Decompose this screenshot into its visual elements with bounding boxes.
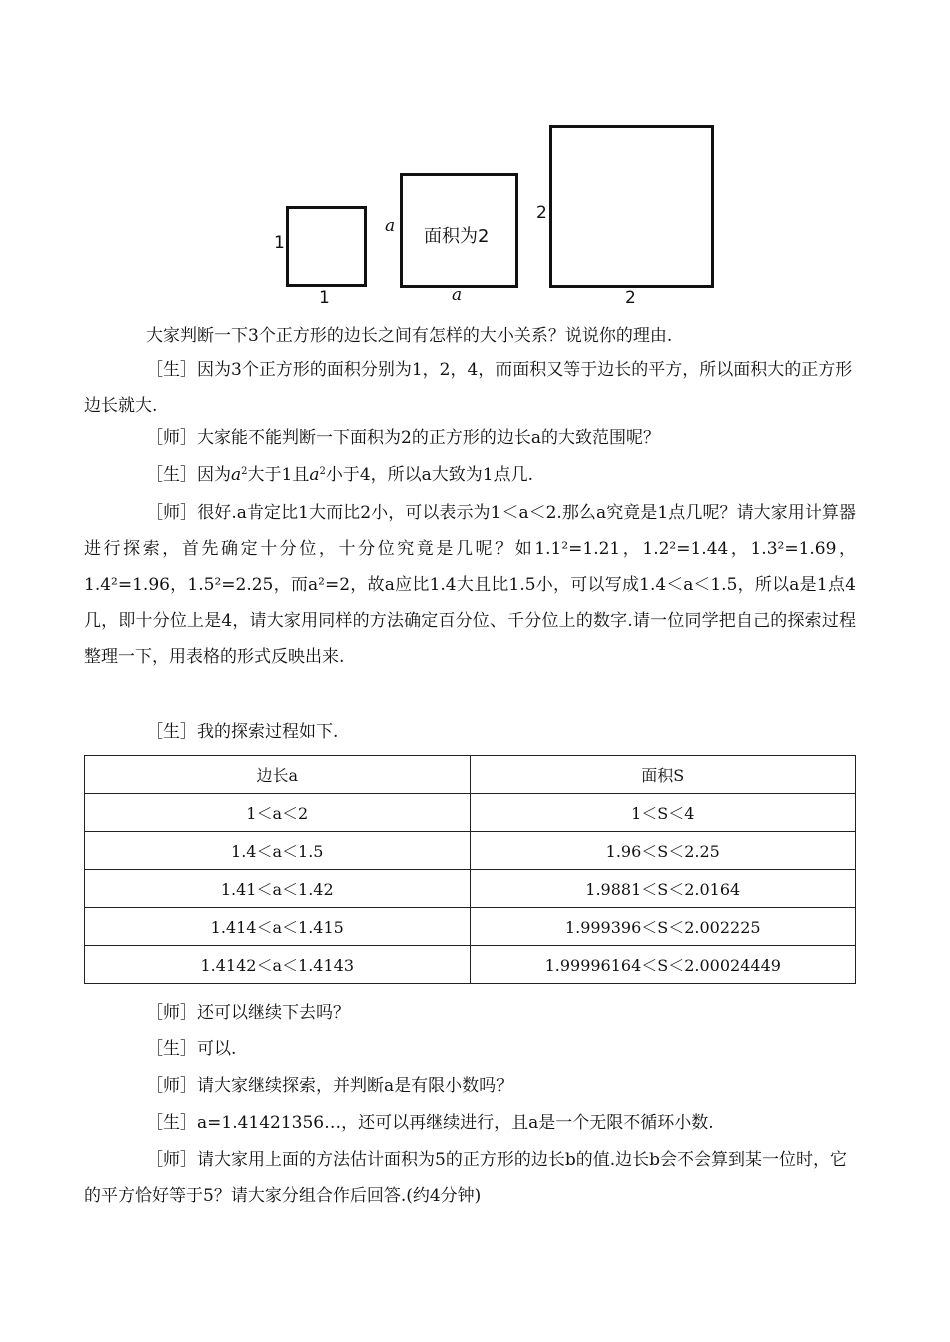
paragraph-student-process: ［生］我的探索过程如下.	[146, 722, 339, 742]
square3-side-label: 2	[536, 203, 547, 223]
table-row	[85, 832, 856, 870]
table-header-area: 面积S	[470, 756, 856, 794]
square-area-4	[549, 125, 714, 288]
table-cell: 1.4142＜a＜1.4143	[85, 946, 471, 984]
paragraph-student-answer-1: ［生］因为3个正方形的面积分别为1，2，4，而面积又等于边长的平方，所以面积大的正方形边长就大.	[84, 360, 853, 416]
paragraph-teacher-task: ［师］请大家用上面的方法估计面积为5的正方形的边长b的值.边长b会不会算到某一位时，它的平方恰好等于5？请大家分组合作后回答.(约4分钟)	[84, 1150, 847, 1206]
table-cell: 1.41＜a＜1.42	[85, 870, 471, 908]
paragraph-student-yes: ［生］可以.	[146, 1039, 237, 1059]
paragraph-teacher-question-1: ［师］大家能不能判断一下面积为2的正方形的边长a的大致范围呢？	[146, 428, 660, 448]
square1-bottom-label: 1	[319, 288, 330, 308]
table-header-row	[85, 756, 856, 794]
square1-side-label: 1	[274, 233, 285, 253]
square3-bottom-label: 2	[625, 288, 636, 308]
table-cell: 1＜a＜2	[85, 794, 471, 832]
table-cell: 1.99996164＜S＜2.00024449	[470, 946, 856, 984]
paragraph-question: 大家判断一下3个正方形的边长之间有怎样的大小关系？说说你的理由.	[146, 326, 673, 346]
square-area-1	[286, 206, 367, 287]
table-row	[85, 870, 856, 908]
table-cell: 1＜S＜4	[470, 794, 856, 832]
paragraph-teacher-explanation: ［师］很好.a肯定比1大而比2小，可以表示为1＜a＜2.那么a究竟是1点几呢？请大家用计算器进行探索，首先确定十分位，十分位究竟是几呢？如1.1²=1.21，1.2²=1.44，1.3²=1.69，1.4²=1.96，1.5²=2.25，而a²=2，故a应比1.4大且比1.5小，可以写成1.4＜a＜1.5，所以a是1点4几，即十分位上是4，请大家用同样的方法确定百分位、千分位上的数字.请一位同学把自己的探索过程整理一下，用表格的形式反映出来.	[84, 503, 857, 667]
square2-area-label: 面积为2	[424, 226, 490, 247]
table-cell: 1.999396＜S＜2.002225	[470, 908, 856, 946]
square2-side-label: a	[385, 216, 396, 236]
paragraph-student-answer-2: ［生］因为$a^2$大于1且$a^2$小于4，所以a大致为1点几.	[146, 465, 534, 485]
square2-bottom-label: a	[452, 285, 463, 305]
table-row	[85, 946, 856, 984]
exploration-table	[84, 755, 856, 984]
table-row	[85, 908, 856, 946]
paragraph-teacher-finite: ［师］请大家继续探索，并判断a是有限小数吗？	[146, 1076, 514, 1096]
table-cell: 1.96＜S＜2.25	[470, 832, 856, 870]
table-row	[85, 794, 856, 832]
paragraph-teacher-continue: ［师］还可以继续下去吗？	[146, 1003, 350, 1023]
table-cell: 1.414＜a＜1.415	[85, 908, 471, 946]
paragraph-student-infinite: ［生］a=1.41421356…，还可以再继续进行，且a是一个无限不循环小数.	[146, 1113, 714, 1133]
table-cell: 1.4＜a＜1.5	[85, 832, 471, 870]
squares-figure	[260, 118, 740, 318]
table-cell: 1.9881＜S＜2.0164	[470, 870, 856, 908]
table-header-side: 边长a	[85, 756, 471, 794]
